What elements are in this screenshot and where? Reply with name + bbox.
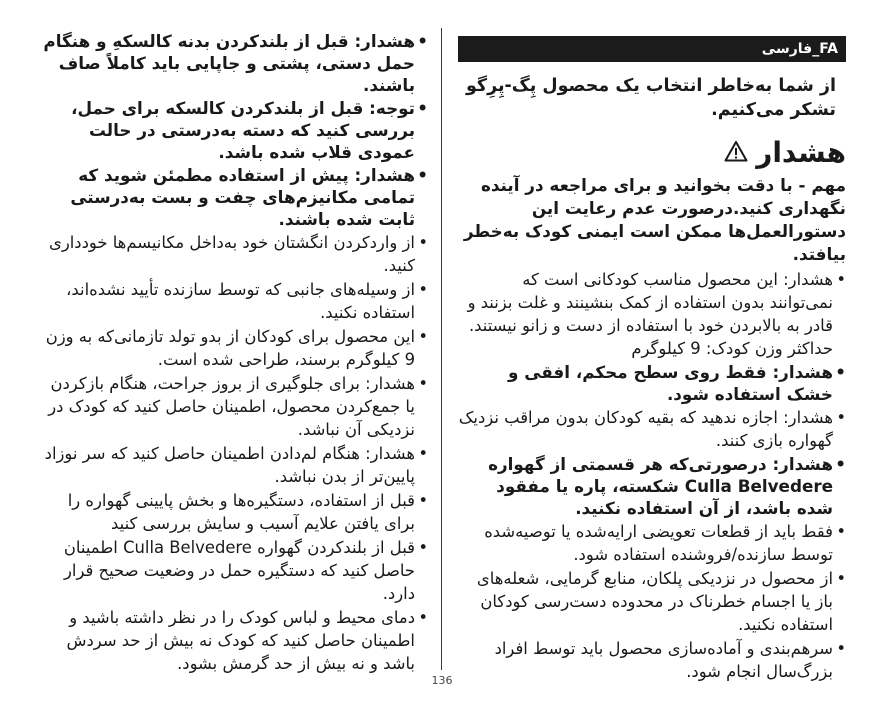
list-item: • سرهم‌بندی و آماده‌سازی محصول باید توسط افراد بزرگ‌سال انجام شود. bbox=[458, 637, 846, 683]
list-item: • فقط باید از قطعات تعویضی ارایه‌شده یا توصیه‌شده توسط سازنده/فروشنده استفاده شود. bbox=[458, 520, 846, 566]
warning-triangle-icon bbox=[724, 140, 748, 166]
list-item: • هشدار: هنگام لم‌دادن اطمینان حاصل کنید که سر نوزاد پایین‌تر از بدن نباشد. bbox=[38, 442, 428, 488]
list-item: • هشدار: درصورتی‌که هر قسمتی از گهواره Culla Belvedere شکسته، پاره یا مفقود شده باشد، از آن استفاده نکنید. bbox=[458, 453, 846, 519]
warnings-list-right bbox=[458, 268, 846, 683]
column-divider bbox=[441, 28, 442, 670]
list-item: • هشدار: قبل از بلندکردن بدنه کالسکهِ و هنگام حمل دستی، پشتی و جاپایی باید کاملاً صاف باشند. bbox=[38, 30, 428, 96]
warning-title: هشدار bbox=[756, 136, 846, 169]
list-item: • این محصول برای کودکان از بدو تولد تازمانی‌که به وزن 9 کیلوگرم برسند، طراحی شده است. bbox=[38, 325, 428, 371]
list-item: • از وسیله‌های جانبی که توسط سازنده تأیید نشده‌اند، استفاده نکنید. bbox=[38, 278, 428, 324]
warning-heading bbox=[458, 136, 846, 170]
important-notice: مهم - با دقت بخوانید و برای مراجعه در آینده نگهداری کنید.درصورت عدم رعایت این دستورالعمل‌ها ممکن است ایمنی کودک به‌خطر بیافتد. bbox=[463, 175, 846, 264]
list-item: • دمای محیط و لباس کودک را در نظر داشته باشید و اطمینان حاصل کنید که کودک نه بیش از حد سردش باشد و نه بیش از حد گرمش بشود. bbox=[38, 606, 428, 675]
page-number: 136 bbox=[431, 674, 453, 687]
language-label: FA_فارسی bbox=[458, 36, 846, 62]
list-item: • هشدار: برای جلوگیری از بروز جراحت، هنگام بازکردن یا جمع‌کردن محصول، اطمینان حاصل کنید که کودک در نزدیکی آن نباشد. bbox=[38, 372, 428, 441]
right-column bbox=[458, 30, 846, 684]
warnings-list-left bbox=[38, 30, 428, 675]
thanks-text: از شما به‌خاطر انتخاب یک محصول پِگ-پِرِگو تشکر می‌کنیم. bbox=[465, 76, 836, 120]
list-item: • هشدار: اجازه ندهید که بقیه کودکان بدون مراقب نزدیک گهواره بازی کنند. bbox=[458, 406, 846, 452]
list-item: • قبل از بلندکردن گهواره Culla Belvedere اطمینان حاصل کنید که دستگیره حمل در وضعیت صحیح قرار دارد. bbox=[38, 536, 428, 605]
list-item: • توجه: قبل از بلندکردن کالسکه برای حمل، بررسی کنید که دسته به‌درستی در حالت عمودی قلاب شده باشد. bbox=[38, 97, 428, 163]
list-item: • هشدار: پیش از استفاده مطمئن شوید که تمامی مکانیزم‌های چفت و بست به‌درستی ثابت شده باشند. bbox=[38, 164, 428, 230]
list-item: • از واردکردن انگشتان خود به‌داخل مکانیسم‌ها خودداری کنید. bbox=[38, 231, 428, 277]
left-column bbox=[38, 30, 428, 676]
list-item: • هشدار: فقط روی سطح محکم، افقی و خشک استفاده شود. bbox=[458, 361, 846, 405]
list-item: • قبل از استفاده، دستگیره‌ها و بخش پایینی گهواره را برای یافتن علایم آسیب و سایش بررسی کنید bbox=[38, 489, 428, 535]
list-item: • هشدار: این محصول مناسب کودکانی است که نمی‌توانند بدون استفاده از کمک بنشینند و غلت بزنند و قادر به بالابردن خود با استفاده از دست و زانو نیستند. حداکثر وزن کودک: 9 کیلوگرم bbox=[458, 268, 846, 360]
list-item: • از محصول در نزدیکی پلکان، منابع گرمایی، شعله‌های باز یا اجسام خطرناک در محدوده دست‌رسی کودکان استفاده نکنید. bbox=[458, 567, 846, 636]
